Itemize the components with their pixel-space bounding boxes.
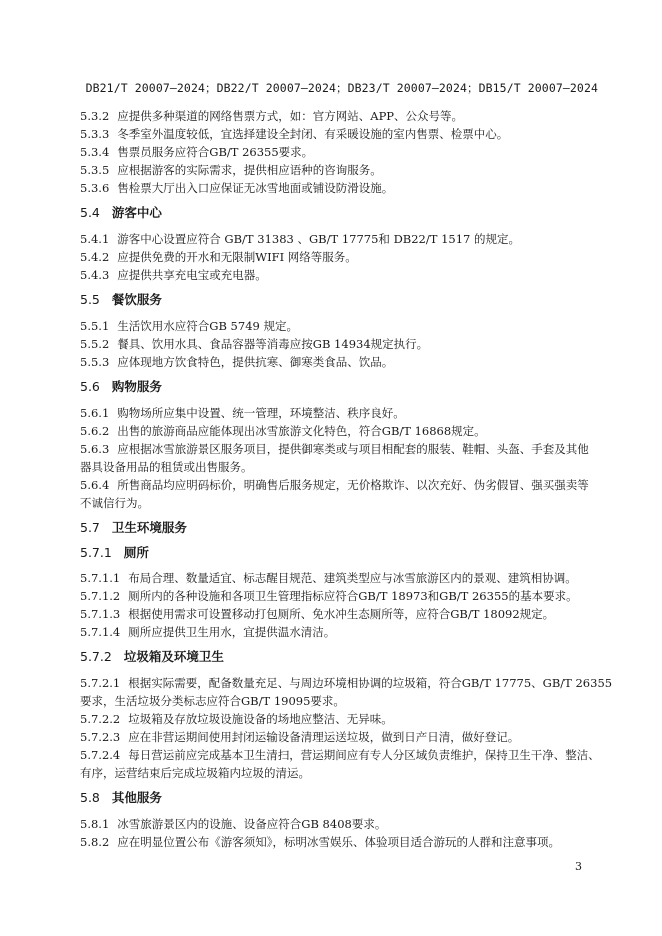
clause-text: 根据使用需求可设置移动打包厕所、免水冲生态厕所等，应符合GB/T 18092规定。	[128, 607, 555, 621]
clause-text: 冰雪旅游景区内的设施、设备应符合GB 8408要求。	[117, 817, 387, 831]
clause-line	[80, 249, 598, 265]
clause-line	[80, 588, 598, 604]
clause-number: 5.7.1.3	[80, 607, 121, 621]
clause-line	[80, 675, 613, 691]
clause-line	[80, 144, 598, 160]
clause-number: 5.6.3	[80, 442, 110, 456]
clause-text: 根据实际需要，配备数量充足、与周边环境相协调的垃圾箱，符合GB/T 17775、GB/T 26355	[128, 676, 613, 690]
clause-number: 5.3.2	[80, 109, 110, 123]
clause-text: 售票员服务应符合GB/T 26355要求。	[117, 145, 314, 159]
clause-number: 5.5.2	[80, 337, 110, 351]
section-title: 购物服务	[111, 379, 162, 394]
section-heading	[80, 790, 162, 806]
section-title: 游客中心	[111, 205, 162, 220]
section-title: 卫生环境服务	[111, 520, 187, 535]
clause-number: 5.4.2	[80, 250, 110, 264]
section-number: 5.6	[80, 379, 100, 394]
clause-text: 冬季室外温度较低，宜选择建设全封闭、有采暖设施的室内售票、检票中心。	[117, 127, 509, 141]
clause-number: 5.7.2.1	[80, 676, 121, 690]
section-number: 5.8	[80, 790, 100, 805]
section-title: 垃圾箱及环境卫生	[123, 649, 224, 664]
section-title: 厕所	[123, 545, 149, 560]
clause-number: 5.4.1	[80, 232, 110, 246]
clause-line	[80, 624, 598, 640]
clause-line	[80, 729, 598, 745]
clause-text: 餐具、饮用水具、食品容器等消毒应按GB 14934规定执行。	[117, 337, 429, 351]
clause-line	[80, 570, 598, 586]
clause-text: 游客中心设置应符合 GB/T 31383 、GB/T 17775和 DB22/T 1517 的规定。	[117, 232, 520, 246]
clause-text: 应提供免费的开水和无限制WIFI 网络等服务。	[117, 250, 357, 264]
clause-text: 应提供共享充电宝或充电器。	[117, 268, 267, 282]
clause-text: 应在非营运期间使用封闭运输设备清理运送垃圾，做到日产日清，做好登记。	[128, 730, 520, 744]
clause-number: 5.6.4	[80, 478, 110, 492]
clause-number: 5.6.2	[80, 424, 110, 438]
clause-line	[80, 816, 598, 832]
clause-text: 购物场所应集中设置、统一管理，环境整洁、秩序良好。	[117, 406, 405, 420]
clause-text: 布局合理、数量适宜、标志醒目规范、建筑类型应与冰雪旅游区内的景观、建筑相协调。	[128, 571, 577, 585]
clause-line	[80, 711, 598, 727]
section-number: 5.4	[80, 205, 100, 220]
clause-text: 器具设备用品的租赁或出售服务。	[80, 460, 253, 474]
section-number: 5.7.2	[80, 649, 112, 664]
clause-text: 不诚信行为。	[80, 496, 149, 510]
clause-line	[80, 354, 598, 370]
page-number: 3	[575, 860, 582, 873]
clause-number: 5.3.3	[80, 127, 110, 141]
clause-number: 5.7.1.4	[80, 625, 121, 639]
clause-text: 应提供多种渠道的网络售票方式，如：官方网站、APP、公众号等。	[117, 109, 464, 123]
clause-number: 5.7.2.4	[80, 748, 121, 762]
clause-line	[80, 108, 598, 124]
clause-text: 所售商品均应明码标价，明确售后服务规定，无价格欺诈、以次充好、伪劣假冒、强买强卖等	[117, 478, 589, 492]
clause-text: 厕所内的各种设施和各项卫生管理指标应符合GB/T 18973和GB/T 26355的基本要求。	[128, 589, 578, 603]
clause-number: 5.7.2.2	[80, 712, 121, 726]
clause-number: 5.7.2.3	[80, 730, 121, 744]
clause-continuation	[80, 495, 598, 511]
clause-number: 5.6.1	[80, 406, 110, 420]
clause-number: 5.5.3	[80, 355, 110, 369]
clause-text: 生活饮用水应符合GB 5749 规定。	[117, 319, 298, 333]
section-heading	[80, 379, 162, 395]
section-heading	[80, 545, 149, 561]
clause-number: 5.4.3	[80, 268, 110, 282]
document-header: DB21/T 20007—2024；DB22/T 20007—2024；DB23/T 20007—2024；DB15/T 20007—2024	[85, 81, 598, 95]
clause-line	[80, 441, 598, 457]
section-number: 5.7.1	[80, 545, 112, 560]
clause-text: 应根据游客的实际需求，提供相应语种的咨询服务。	[117, 163, 382, 177]
clause-line	[80, 747, 598, 763]
clause-number: 5.7.1.1	[80, 571, 121, 585]
clause-line	[80, 606, 598, 622]
section-heading	[80, 205, 162, 221]
clause-line	[80, 405, 598, 421]
clause-line	[80, 267, 598, 283]
clause-line	[80, 423, 598, 439]
clause-line	[80, 336, 598, 352]
clause-number: 5.8.1	[80, 817, 110, 831]
clause-text: 售检票大厅出入口应保证无冰雪地面或铺设防滑设施。	[117, 181, 394, 195]
clause-text: 每日营运前应完成基本卫生清扫，营运期间应有专人分区域负责维护，保持卫生干净、整洁、	[128, 748, 600, 762]
clause-number: 5.8.2	[80, 835, 110, 849]
clause-line	[80, 180, 598, 196]
clause-number: 5.3.5	[80, 163, 110, 177]
clause-text: 出售的旅游商品应能体现出冰雪旅游文化特色，符合GB/T 16868规定。	[117, 424, 486, 438]
clause-line	[80, 162, 598, 178]
clause-text: 应根据冰雪旅游景区服务项目，提供御寒类或与项目相配套的服装、鞋帽、头盔、手套及其他	[117, 442, 589, 456]
clause-line	[80, 126, 598, 142]
section-heading	[80, 649, 224, 665]
clause-text: 应在明显位置公布《游客须知》，标明冰雪娱乐、体验项目适合游玩的人群和注意事项。	[117, 835, 561, 849]
clause-continuation	[80, 765, 598, 781]
section-heading	[80, 520, 187, 536]
clause-text: 厕所应提供卫生用水，宜提供温水清洁。	[128, 625, 336, 639]
clause-number: 5.3.6	[80, 181, 110, 195]
section-title: 其他服务	[111, 790, 162, 805]
clause-number: 5.7.1.2	[80, 589, 121, 603]
clause-number: 5.5.1	[80, 319, 110, 333]
clause-line	[80, 477, 598, 493]
clause-line	[80, 834, 598, 850]
clause-continuation	[80, 459, 598, 475]
clause-text: 要求，生活垃圾分类标志应符合GB/T 19095要求。	[80, 694, 345, 708]
clause-number: 5.3.4	[80, 145, 110, 159]
clause-line	[80, 231, 598, 247]
section-title: 餐饮服务	[111, 292, 162, 307]
clause-text: 垃圾箱及存放垃圾设施设备的场地应整洁、无异味。	[128, 712, 393, 726]
clause-text: 应体现地方饮食特色，提供抗寒、御寒类食品、饮品。	[117, 355, 394, 369]
section-heading	[80, 292, 162, 308]
section-number: 5.7	[80, 520, 100, 535]
clause-line	[80, 318, 598, 334]
clause-continuation	[80, 693, 598, 709]
section-number: 5.5	[80, 292, 100, 307]
clause-text: 有序，运营结束后完成垃圾箱内垃圾的清运。	[80, 766, 310, 780]
